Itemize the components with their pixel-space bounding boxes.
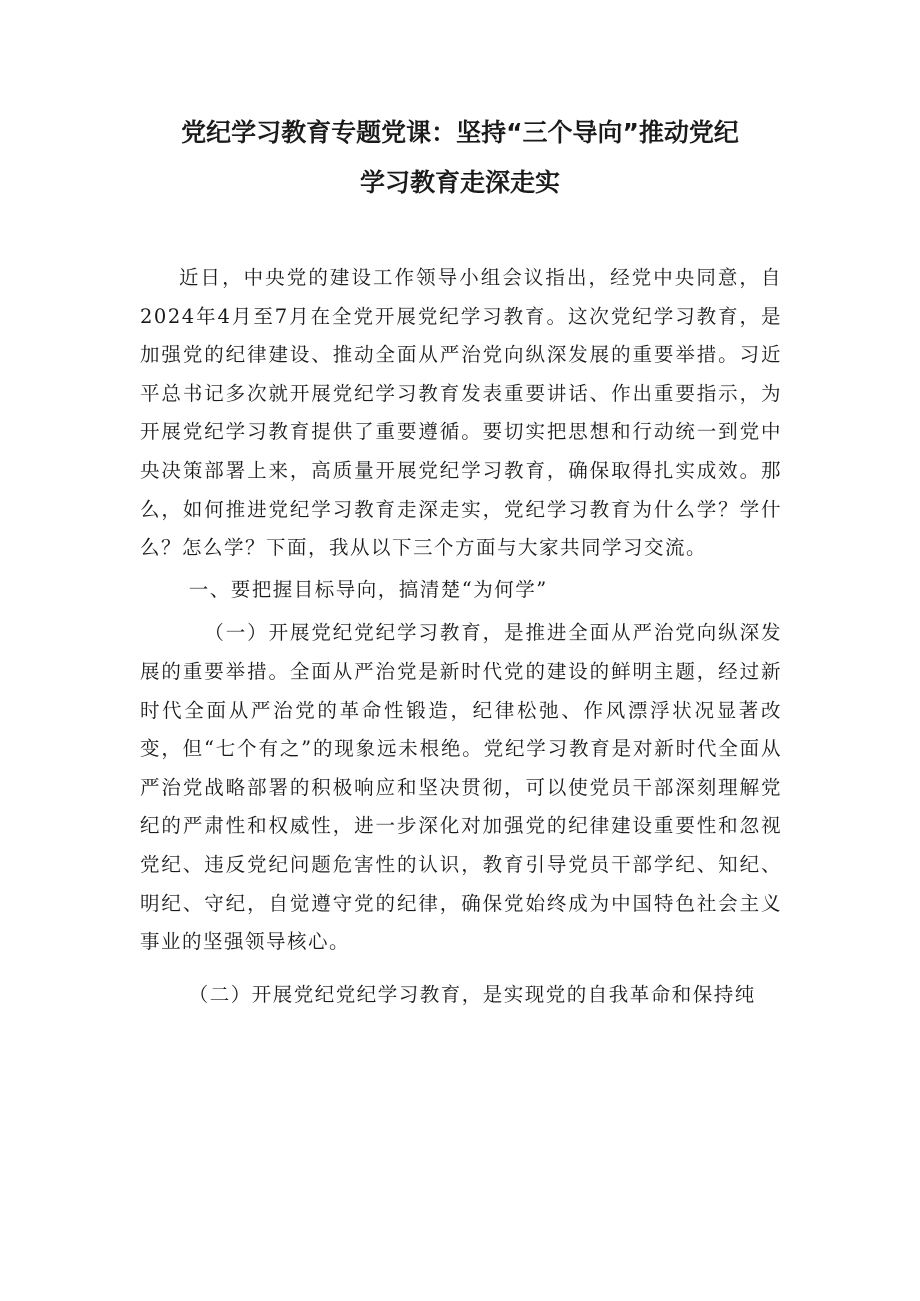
intro-paragraph: 近日，中央党的建设工作领导小组会议指出，经党中央同意，自2024年4月至7月在全党开展党纪学习教育。这次党纪学习教育，是加强党的纪律建设、推动全面从严治党向纵深发展的重要举措。习近平总书记多次就开展党纪学习教育发表重要讲话、作出重要指示，为开展党纪学习教育提供了重要遵循。要切实把思想和行动统一到党中央决策部署上来，高质量开展党纪学习教育，确保取得扎实成效。那么，如何推进党纪学习教育走深走实，党纪学习教育为什么学？学什么？怎么学？下面，我从以下三个方面与大家共同学习交流。	[140, 266, 782, 560]
document-title-line-1: 党纪学习教育专题党课：坚持“三个导向”推动党纪	[181, 118, 739, 147]
point-2-paragraph: （二）开展党纪党纪学习教育，是实现党的自我革命和保持纯	[188, 982, 756, 1006]
document-body	[140, 259, 782, 1014]
document-title-line-2: 学习教育走深走实	[359, 168, 560, 197]
section-1-heading: 一、要把握目标导向，搞清楚“为何学”	[188, 577, 548, 601]
point-1-paragraph: （一）开展党纪党纪学习教育，是推进全面从严治党向纵深发展的重要举措。全面从严治党是新时代党的建设的鲜明主题，经过新时代全面从严治党的革命性锻造，纪律松弛、作风漂浮状况显著改变，但“七个有之”的现象远未根绝。党纪学习教育是对新时代全面从严治党战略部署的积极响应和坚决贯彻，可以使党员干部深刻理解党纪的严肃性和权威性，进一步深化对加强党的纪律建设重要性和忽视党纪、违反党纪问题危害性的认识，教育引导党员干部学纪、知纪、明纪、守纪，自觉遵守党的纪律，确保党始终成为中国特色社会主义事业的坚强领导核心。	[140, 621, 782, 954]
